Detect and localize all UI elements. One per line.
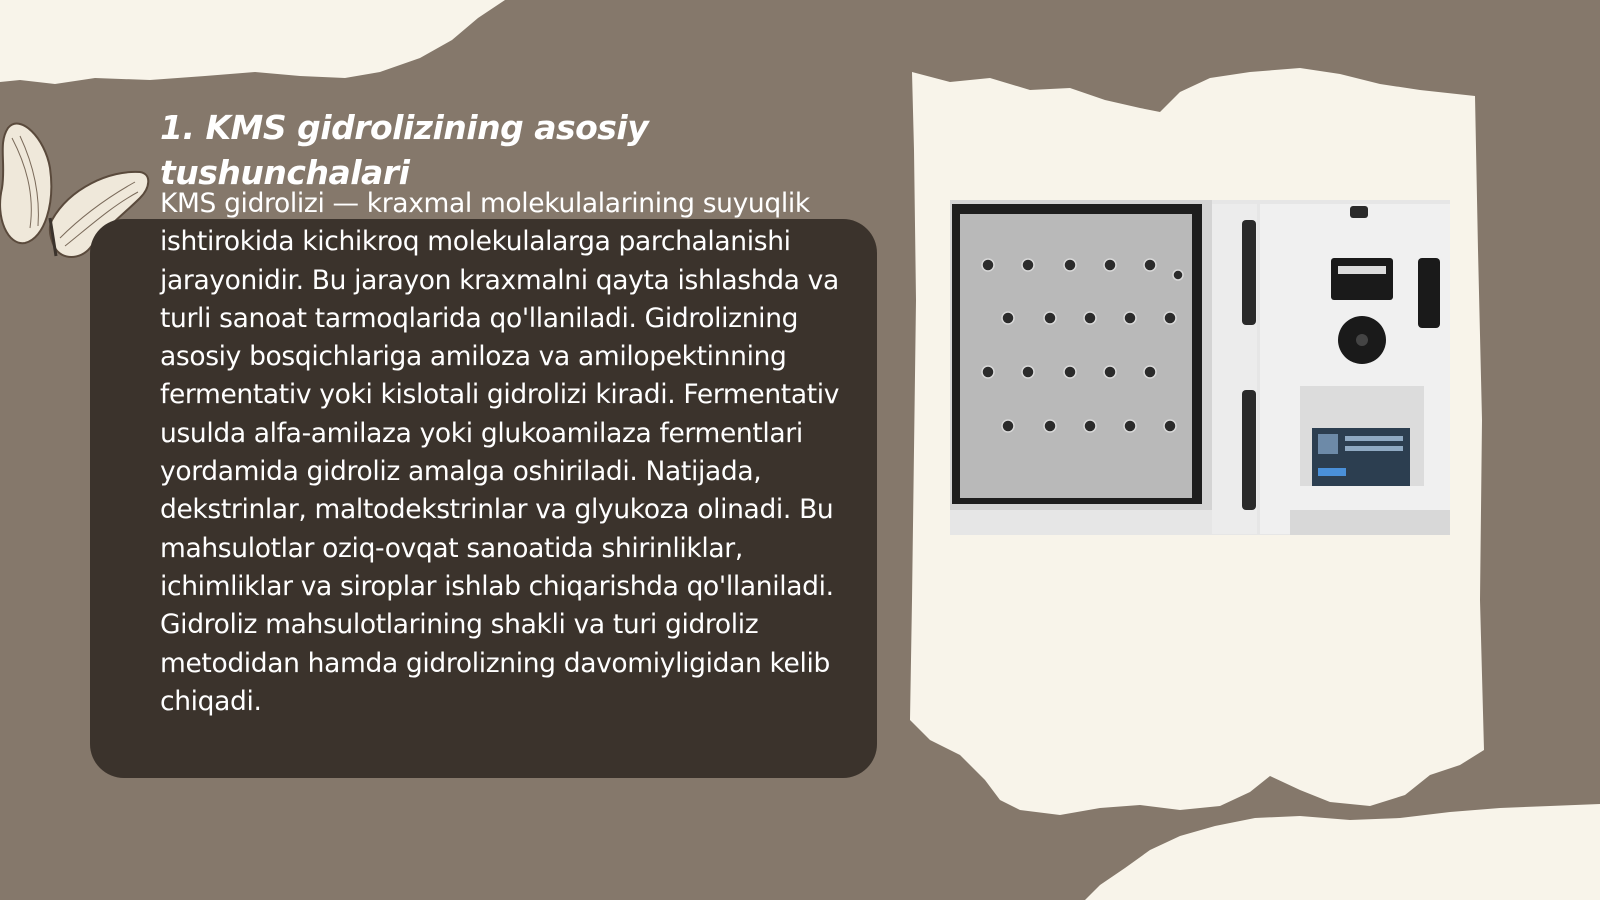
torn-paper-bottom-right (1085, 804, 1600, 900)
torn-paper-top-left (0, 0, 505, 84)
slide-body-text: KMS gidrolizi — kraxmal molekulalarining suyuqlik ishtirokida kichikroq molekulalarga parchalanishi jarayonidir. Bu jarayon kraxmalni qayta ishlashda va turli sanoat tarmoqlarida qo'llaniladi. Gidrolizning asosiy bosqichlariga amiloza va amilopektinning fermentativ yoki kislotali gidrolizi kiradi. Fermentativ usulda alfa-amilaza yoki glukoamilaza fermentlari yordamida gidroliz amalga oshiriladi. Natijada, dekstrinlar, maltodekstrinlar va glyukoza olinadi. Bu mahsulotlar oziq-ovqat sanoatida shirinliklar, ichimliklar va siroplar ishlab chiqarishda qo'llaniladi. Gidroliz mahsulotlarining shakli va turi gidroliz metodidan hamda gidrolizning davomiyligidan kelib chiqadi. (160, 188, 840, 717)
slide-title: 1. KMS gidrolizining asosiy tushunchalari (160, 108, 649, 192)
key-cabinet-photo (950, 200, 1450, 535)
